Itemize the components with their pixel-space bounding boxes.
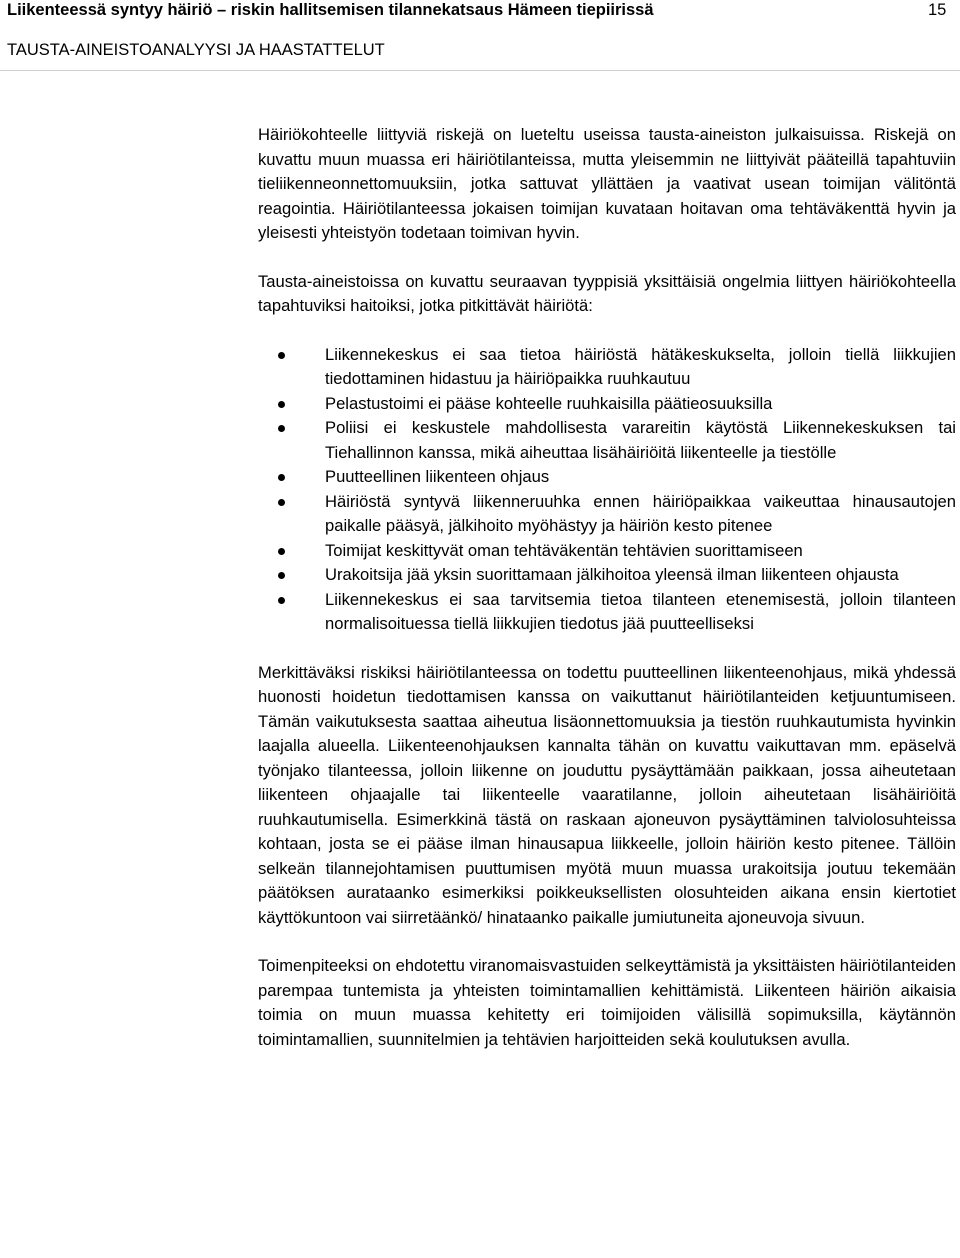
list-item	[258, 416, 956, 465]
paragraph-problems-intro: Tausta-aineistoissa on kuvattu seuraavan tyyppisiä yksittäisiä ongelmia liittyen häiriökohteella tapahtuviksi haitoiksi, jotka pitkittävät häiriötä:	[258, 271, 956, 315]
bullet-icon	[278, 499, 285, 506]
list-item-text: Poliisi ei keskustele mahdollisesta varareitin käytöstä Liikennekeskuksen tai Tiehallinnon kanssa, mikä aiheuttaa lisähäiriöitä liikenteelle ja tiestölle	[325, 418, 956, 462]
list-item	[258, 465, 956, 490]
list-item	[258, 392, 956, 417]
bullet-icon	[278, 425, 285, 432]
running-header	[0, 0, 960, 71]
page-number: 15	[928, 1, 947, 19]
list-item	[258, 563, 956, 588]
list-item	[258, 588, 956, 637]
list-item	[258, 539, 956, 564]
problem-list	[258, 343, 956, 637]
bullet-icon	[278, 548, 285, 555]
document-title: Liikenteessä syntyy häiriö – riskin hallitsemisen tilannekatsaus Hämeen tiepiirissä	[7, 1, 654, 19]
list-item	[258, 343, 956, 392]
bullet-icon	[278, 572, 285, 579]
list-item-text: Urakoitsija jää yksin suorittamaan jälkihoitoa yleensä ilman liikenteen ohjausta	[325, 565, 899, 584]
bullet-icon	[278, 474, 285, 481]
paragraph-measures: Toimenpiteeksi on ehdotettu viranomaisvastuiden selkeyttämistä ja yksittäisten häiriötilanteiden parempaa tuntemista ja yhteisten toimintamallien kehittämistä. Liikenteen häiriön aikaisia toimia on muun muassa kehitetty eri toimijoiden välisillä sopimuksilla, käytännön toimintamallien, suunnitelmien ja tehtävien harjoitteiden sekä koulutuksen avulla.	[258, 956, 956, 1049]
paragraph-risks-intro: Häiriökohteelle liittyviä riskejä on lueteltu useissa tausta-aineiston julkaisuissa. Riskejä on kuvattu muun muassa eri häiriötilanteissa, mutta yleisemmin ne liittyivät pääteillä tapahtuviin tieliikenneonnettomuuksiin, jotka sattuvat yllättäen ja vaativat usean toimijan välitöntä reagointia. Häiriötilanteessa jokaisen toimijan kuvataan hoitavan oma tehtäväkenttä hyvin ja yleisesti yhteistyön todetaan toimivan hyvin.	[258, 125, 956, 242]
bullet-icon	[278, 597, 285, 604]
list-item-text: Liikennekeskus ei saa tarvitsemia tietoa tilanteen etenemisestä, jolloin tilanteen normalisoituessa tiellä liikkujien tiedotus jää puutteelliseksi	[325, 589, 956, 633]
paragraph-significant-risk: Merkittäväksi riskiksi häiriötilanteessa on todettu puutteellinen liikenteenohjaus, mikä yhdessä huonosti hoidetun tiedottamisen kanssa on vaikuttanut häiriötilanteiden ketjuuntumiseen. Tämän vaikutuksesta saattaa aiheutua lisäonnettomuuksia ja tiestön ruuhkautumista hyvinkin laajalla alueella. Liikenteenohjauksen kannalta tähän on kuvattu vaikuttavan mm. epäselvä työnjako tilanteessa, jolloin liikenne on jouduttu pysäyttämään paikkaan, jossa aiheutetaan liikenteen ohjaajalle tai liikenteelle vaaratilanne, jolloin aiheutetaan lisähäiriöitä ruuhkautumisella. Esimerkkinä tästä on raskaan ajoneuvon pysäyttäminen talviolosuhteissa kohtaan, josta se ei pääse ilman hinausapua liikkeelle, jolloin häiriön kesto pitenee. Tällöin selkeän tilannejohtamisen puuttumisen myötä muun muassa urakoitsija joutuu tekemään päätöksen aurataanko esimerkiksi poikkeuksellisten olosuhteiden aikana ensin kiertotiet käyttökuntoon vai siirretäänkö/ hinataanko paikalle jumiutuneita ajoneuvoja sivuun.	[258, 662, 956, 927]
page-body	[258, 123, 956, 1076]
section-title: TAUSTA-AINEISTOANALYYSI JA HAASTATTELUT	[7, 41, 385, 59]
list-item-text: Liikennekeskus ei saa tietoa häiriöstä hätäkeskukselta, jolloin tiellä liikkujien tiedottaminen hidastuu ja häiriöpaikka ruuhkautuu	[325, 344, 956, 388]
list-item-text: Häiriöstä syntyvä liikenneruuhka ennen häiriöpaikkaa vaikeuttaa hinausautojen paikalle pääsyä, jälkihoito myöhästyy ja häiriön kesto pitenee	[325, 491, 956, 535]
list-item-text: Pelastustoimi ei pääse kohteelle ruuhkaisilla päätieosuuksilla	[325, 393, 773, 413]
list-item	[258, 490, 956, 539]
bullet-icon	[278, 401, 285, 408]
bullet-icon	[278, 352, 285, 359]
list-item-text: Toimijat keskittyvät oman tehtäväkentän tehtävien suorittamiseen	[325, 540, 803, 560]
list-item-text: Puutteellinen liikenteen ohjaus	[325, 467, 550, 486]
